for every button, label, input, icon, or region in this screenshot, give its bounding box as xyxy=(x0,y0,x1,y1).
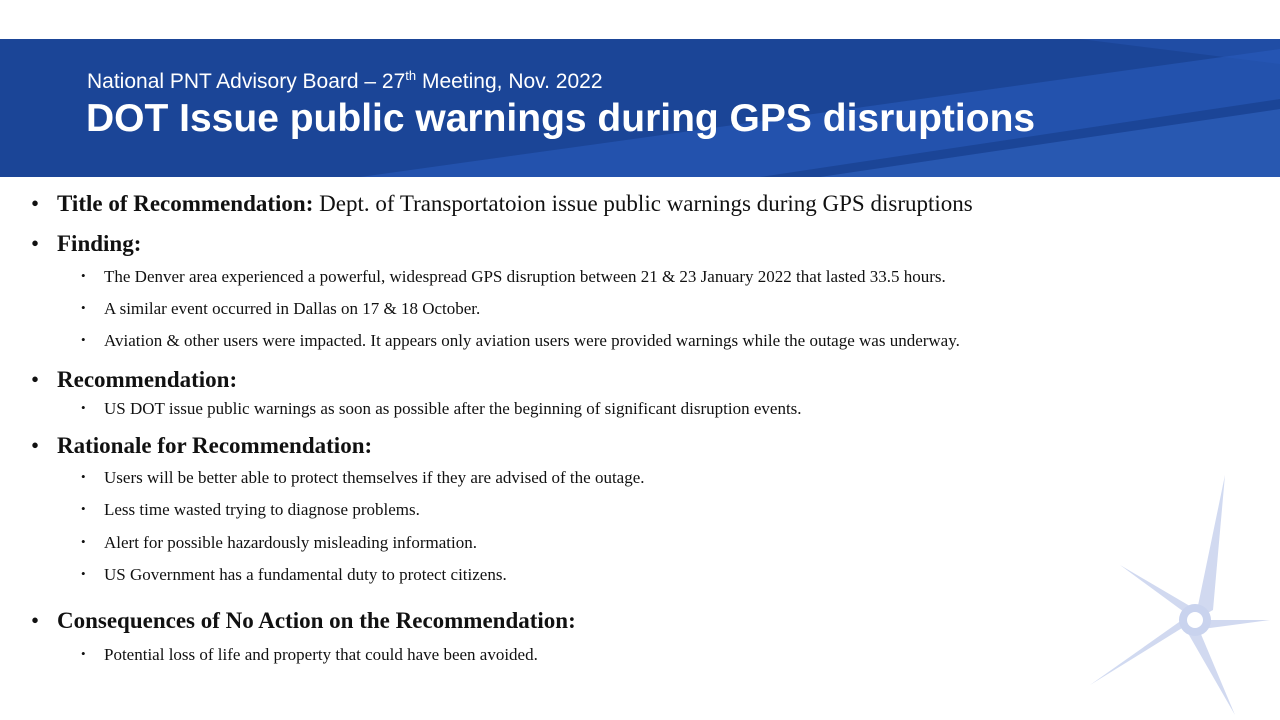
recommendation-item xyxy=(81,400,802,417)
rationale-item-text: Alert for possible hazardously misleading information. xyxy=(104,533,477,552)
recommendation-item-text: US DOT issue public warnings as soon as possible after the beginning of significant disruption events. xyxy=(104,399,802,418)
finding-heading xyxy=(31,232,141,255)
bullet: • xyxy=(81,566,86,581)
bullet: • xyxy=(81,332,86,347)
finding-item xyxy=(81,268,946,285)
rationale-item xyxy=(81,501,420,518)
rationale-item xyxy=(81,566,507,583)
slide-title: DOT Issue public warnings during GPS disruptions xyxy=(86,97,1036,140)
finding-label: Finding: xyxy=(57,231,142,256)
title-of-recommendation-label: Title of Recommendation: xyxy=(57,191,314,216)
rationale-item xyxy=(81,534,477,551)
rationale-item-text: Users will be better able to protect themselves if they are advised of the outage. xyxy=(104,468,645,487)
subtitle-main: National PNT Advisory Board – 27 xyxy=(87,70,406,93)
subtitle-ordinal-suffix: th xyxy=(405,68,417,83)
rationale-heading xyxy=(31,434,372,457)
bullet: • xyxy=(81,400,86,415)
bullet: • xyxy=(81,300,86,315)
bullet: • xyxy=(31,191,40,216)
bullet: • xyxy=(81,646,86,661)
rationale-item xyxy=(81,469,645,486)
consequences-label: Consequences of No Action on the Recommendation: xyxy=(57,608,576,633)
rationale-item-text: US Government has a fundamental duty to protect citizens. xyxy=(104,565,507,584)
bullet: • xyxy=(31,608,40,633)
subtitle-date: Meeting, Nov. 2022 xyxy=(416,70,603,93)
finding-item-text: The Denver area experienced a powerful, widespread GPS disruption between 21 & 23 January 2022 that lasted 33.5 hours. xyxy=(104,267,946,286)
finding-item xyxy=(81,300,480,317)
title-of-recommendation-text: Dept. of Transportatoion issue public warnings during GPS disruptions xyxy=(313,191,973,216)
recommendation-heading xyxy=(31,368,237,391)
bullet: • xyxy=(81,534,86,549)
consequences-item xyxy=(81,646,538,663)
rationale-item-text: Less time wasted trying to diagnose problems. xyxy=(104,500,420,519)
rationale-label: Rationale for Recommendation: xyxy=(57,433,373,458)
consequences-item-text: Potential loss of life and property that could have been avoided. xyxy=(104,645,538,664)
recommendation-label: Recommendation: xyxy=(57,367,238,392)
finding-item-text: A similar event occurred in Dallas on 17 & 18 October. xyxy=(104,299,481,318)
finding-item-text: Aviation & other users were impacted. It appears only aviation users were provided warnings while the outage was underway. xyxy=(104,331,960,350)
bullet: • xyxy=(81,268,86,283)
consequences-heading xyxy=(31,609,576,632)
bullet: • xyxy=(81,501,86,516)
finding-item xyxy=(81,332,960,349)
bullet: • xyxy=(81,469,86,484)
bullet: • xyxy=(31,367,40,392)
bullet: • xyxy=(31,231,40,256)
bullet: • xyxy=(31,433,40,458)
title-of-recommendation-item xyxy=(31,192,973,215)
